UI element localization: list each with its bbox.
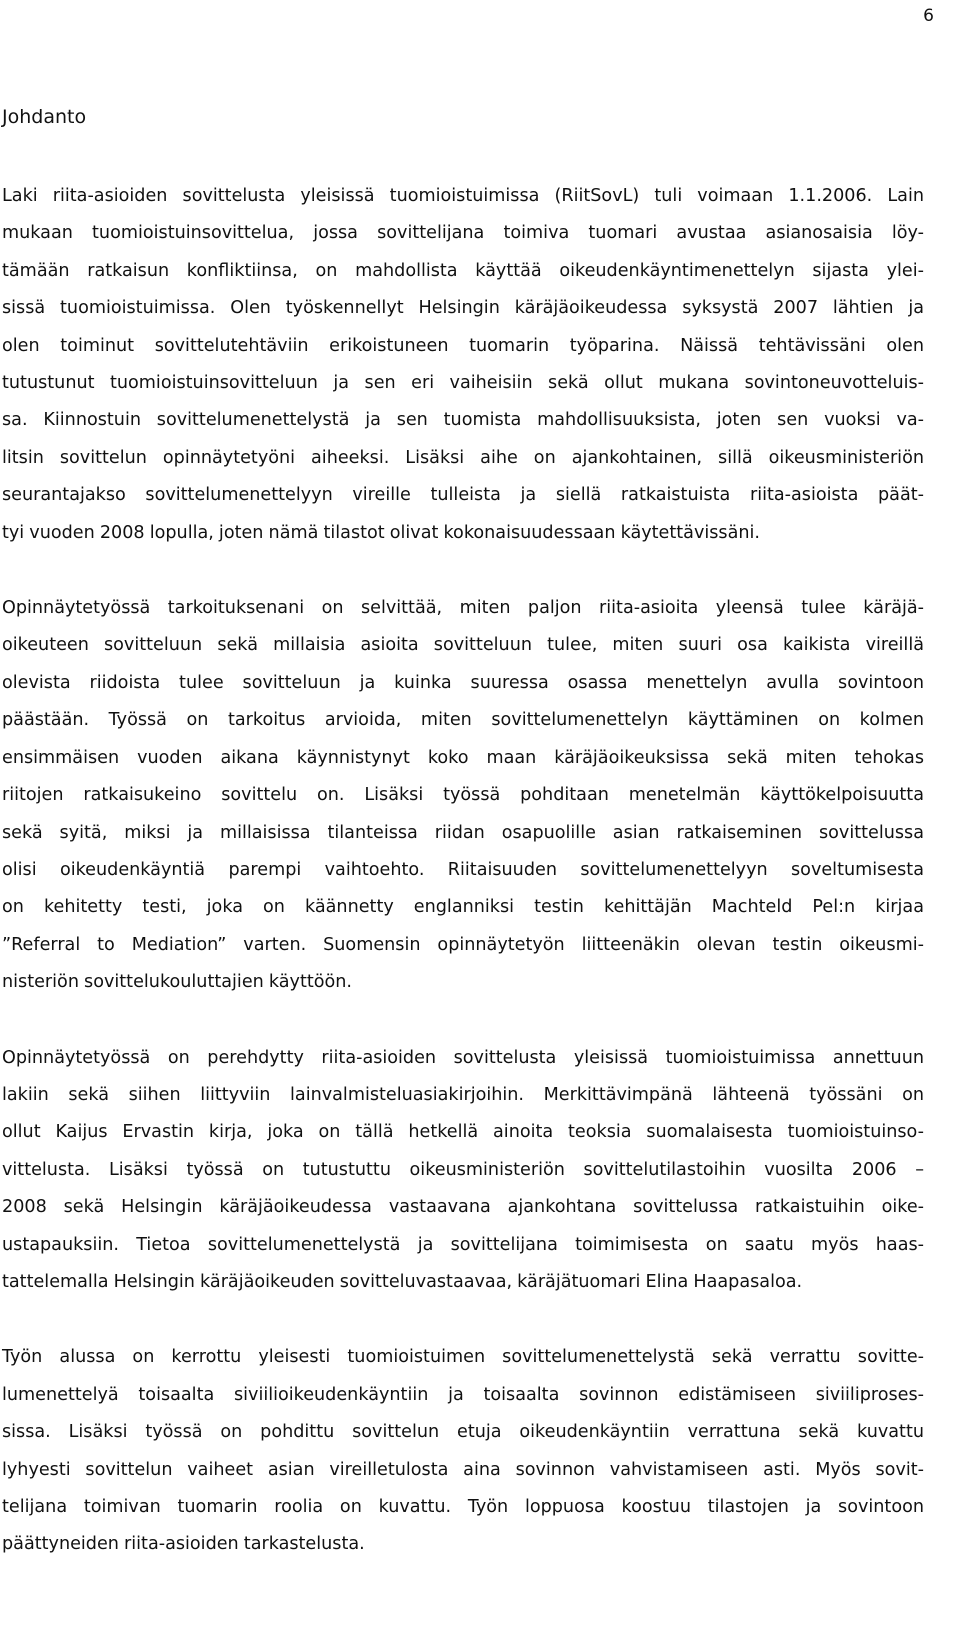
paragraph [2, 1040, 924, 1302]
text-line: sa. Kiinnostuin sovittelumenettelystä ja sen tuomista mahdollisuuksista, joten sen vuoksi va- [2, 410, 924, 431]
text-line: sekä syitä, miksi ja millaisissa tilanteissa riidan osapuolille asian ratkaiseminen sovittelussa [2, 822, 924, 843]
text-line: olisi oikeudenkäyntiä parempi vaihtoehto. Riitaisuuden sovittelumenettelyyn soveltumisesta [2, 859, 924, 880]
text-line: lyhyesti sovittelun vaiheet asian vireilletulosta aina sovinnon vahvistamiseen asti. Myös sovit- [2, 1459, 924, 1480]
paragraph [2, 178, 924, 552]
text-line: ollut Kaijus Ervastin kirja, joka on tällä hetkellä ainoita teoksia suomalaisesta tuomioistuinso- [2, 1122, 924, 1143]
text-line: lakiin sekä siihen liittyviin lainvalmisteluasiakirjoihin. Merkittävimpänä lähteenä työssäni on [2, 1084, 924, 1105]
text-line: on kehitetty testi, joka on käännetty englanniksi testin kehittäjän Machteld Pel:n kirjaa [2, 897, 924, 918]
text-line: lumenettelyä toisaalta siviilioikeudenkäyntiin ja toisaalta sovinnon edistämiseen siviiliproses- [2, 1384, 924, 1405]
text-line: riitojen ratkaisukeino sovittelu on. Lisäksi työssä pohditaan menetelmän käyttökelpoisuutta [2, 785, 924, 806]
text-line: ”Referral to Mediation” varten. Suomensin opinnäytetyön liitteenäkin olevan testin oikeusmi- [2, 934, 924, 955]
text-line: tutustunut tuomioistuinsovitteluun ja sen eri vaiheisiin sekä ollut mukana sovintoneuvotteluis- [2, 373, 924, 394]
text-line: Opinnäytetyössä tarkoituksenani on selvittää, miten paljon riita-asioita yleensä tulee käräjä- [2, 598, 924, 619]
text-line: telijana toimivan tuomarin roolia on kuvattu. Työn loppuosa koostuu tilastojen ja sovintoon [2, 1497, 924, 1517]
text-line: päättyneiden riita-asioiden tarkastelusta. [2, 1534, 365, 1555]
text-line: tyi vuoden 2008 lopulla, joten nämä tilastot olivat kokonaisuudessaan käytettävissäni. [2, 522, 760, 543]
text-line: sissä tuomioistuimissa. Olen työskennellyt Helsingin käräjäoikeudessa syksystä 2007 lähtien ja [2, 298, 924, 319]
text-line: ustapauksiin. Tietoa sovittelumenettelystä ja sovittelijana toimimisesta on saatu myös haas- [2, 1234, 924, 1255]
paragraph [2, 1339, 924, 1563]
text-line: Opinnäytetyössä on perehdytty riita-asioiden sovittelusta yleisissä tuomioistuimissa annettuun [2, 1047, 924, 1068]
text-line: oikeuteen sovitteluun sekä millaisia asioita sovitteluun tulee, miten suuri osa kaikista vireillä [2, 635, 924, 656]
text-line: Työn alussa on kerrottu yleisesti tuomioistuimen sovittelumenettelystä sekä verrattu sovitte- [2, 1347, 924, 1368]
text-line: olevista riidoista tulee sovitteluun ja kuinka suuressa osassa menettelyn avulla sovintoon [2, 672, 924, 693]
section-heading: Johdanto [2, 106, 87, 128]
text-line: seurantajakso sovittelumenettelyyn vireille tulleista ja siellä ratkaistuista riita-asioista päät- [2, 485, 924, 506]
text-line: päästään. Työssä on tarkoitus arvioida, miten sovittelumenettelyn käyttäminen on kolmen [2, 710, 924, 731]
text-line: tämään ratkaisun konfliktiinsa, on mahdollista käyttää oikeudenkäyntimenettelyn sijasta ylei- [2, 260, 924, 281]
text-line: litsin sovittelun opinnäytetyöni aiheeksi. Lisäksi aihe on ajankohtainen, sillä oikeusministeriön [2, 447, 924, 468]
text-line: mukaan tuomioistuinsovittelua, jossa sovittelijana toimiva tuomari avustaa asianosaisia löy- [2, 223, 924, 244]
text-line: nisteriön sovittelukouluttajien käyttöön. [2, 972, 353, 993]
text-line: vittelusta. Lisäksi työssä on tutustuttu oikeusministeriön sovittelutilastoihin vuosilta 2006 – [2, 1159, 924, 1180]
document-body [2, 100, 924, 1602]
page-number: 6 [923, 6, 934, 26]
text-line: 2008 sekä Helsingin käräjäoikeudessa vastaavana ajankohtana sovittelussa ratkaistuihin oike- [2, 1197, 924, 1218]
paragraph [2, 590, 924, 1001]
text-line: sissa. Lisäksi työssä on pohdittu sovittelun etuja oikeudenkäyntiin verrattuna sekä kuvattu [2, 1422, 924, 1443]
text-line: olen toiminut sovittelutehtäviin erikoistuneen tuomarin työparina. Näissä tehtävissäni olen [2, 335, 924, 356]
text-line: Laki riita-asioiden sovittelusta yleisissä tuomioistuimissa (RiitSovL) tuli voimaan 1.1.2006. Lain [2, 186, 924, 206]
text-line: tattelemalla Helsingin käräjäoikeuden sovitteluvastaavaa, käräjätuomari Elina Haapasaloa. [2, 1271, 803, 1292]
text-line: ensimmäisen vuoden aikana käynnistynyt koko maan käräjäoikeuksissa sekä miten tehokas [2, 747, 924, 768]
